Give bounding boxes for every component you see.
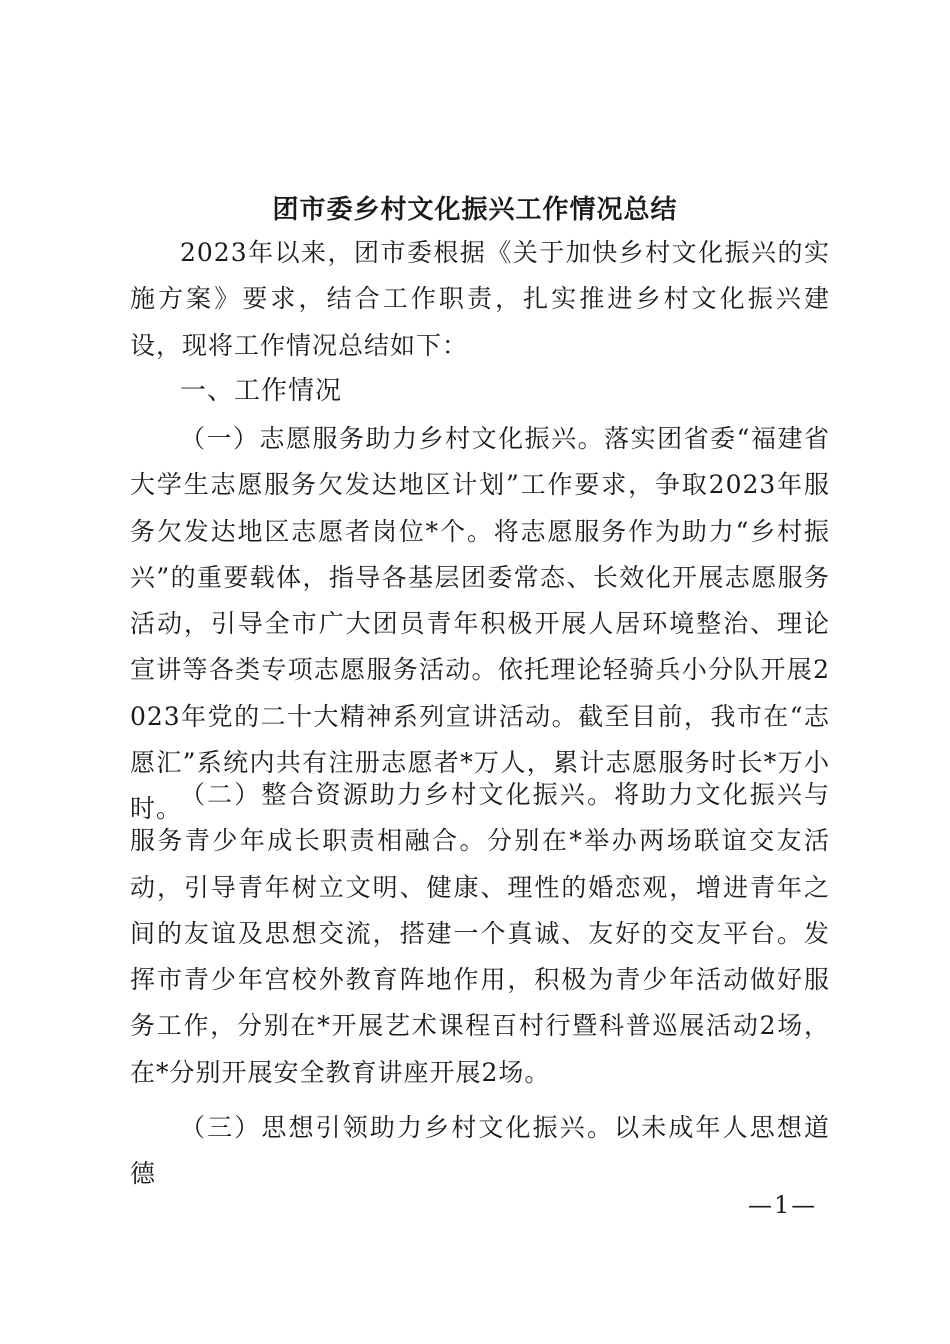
paragraph-volunteer: [130, 416, 830, 833]
page-number: —1—: [748, 1191, 818, 1219]
paragraph-heading: （三）思想引领助力乡村文化振兴。: [180, 1113, 615, 1142]
paragraph-heading: （一）志愿服务助力乡村文化振兴。: [180, 424, 605, 453]
paragraph-body: 以未成年人思想道德: [130, 1113, 830, 1189]
paragraph-resources: [130, 772, 830, 1096]
section-heading: 一、工作情况: [180, 376, 343, 406]
paragraph-body: 落实团省委“福建省大学生志愿服务欠发达地区计划”工作要求，争取2023年服务欠发达地区志愿者岗位*个。将志愿服务作为助力“乡村振兴”的重要载体，指导各基层团委常态、长效化开展志愿服务活动，引导全市广大团员青年积极开展人居环境整治、理论宣讲等各类专项志愿服务活动。依托理论轻骑兵小分队开展2023年党的二十大精神系列宣讲活动。截至目前，我市在“志愿汇”系统内共有注册志愿者*万人，累计志愿服务时长*万小时。: [130, 424, 830, 824]
document-title: 团市委乡村文化振兴工作情况总结: [272, 195, 678, 225]
intro-paragraph: 2023年以来，团市委根据《关于加快乡村文化振兴的实施方案》要求，结合工作职责，扎实推进乡村文化振兴建设，现将工作情况总结如下：: [130, 238, 830, 360]
paragraph-body: 将助力文化振兴与服务青少年成长职责相融合。分别在*举办两场联谊交友活动，引导青年树立文明、健康、理性的婚恋观，增进青年之间的友谊及思想交流，搭建一个真诚、友好的交友平台。发挥市青少年宫校外教育阵地作用，积极为青少年活动做好服务工作，分别在*开展艺术课程百村行暨科普巡展活动2场，在*分别开展安全教育讲座开展2场。: [130, 780, 830, 1087]
paragraph-heading: （二）整合资源助力乡村文化振兴。: [180, 780, 615, 809]
paragraph-ideology: [130, 1105, 830, 1198]
